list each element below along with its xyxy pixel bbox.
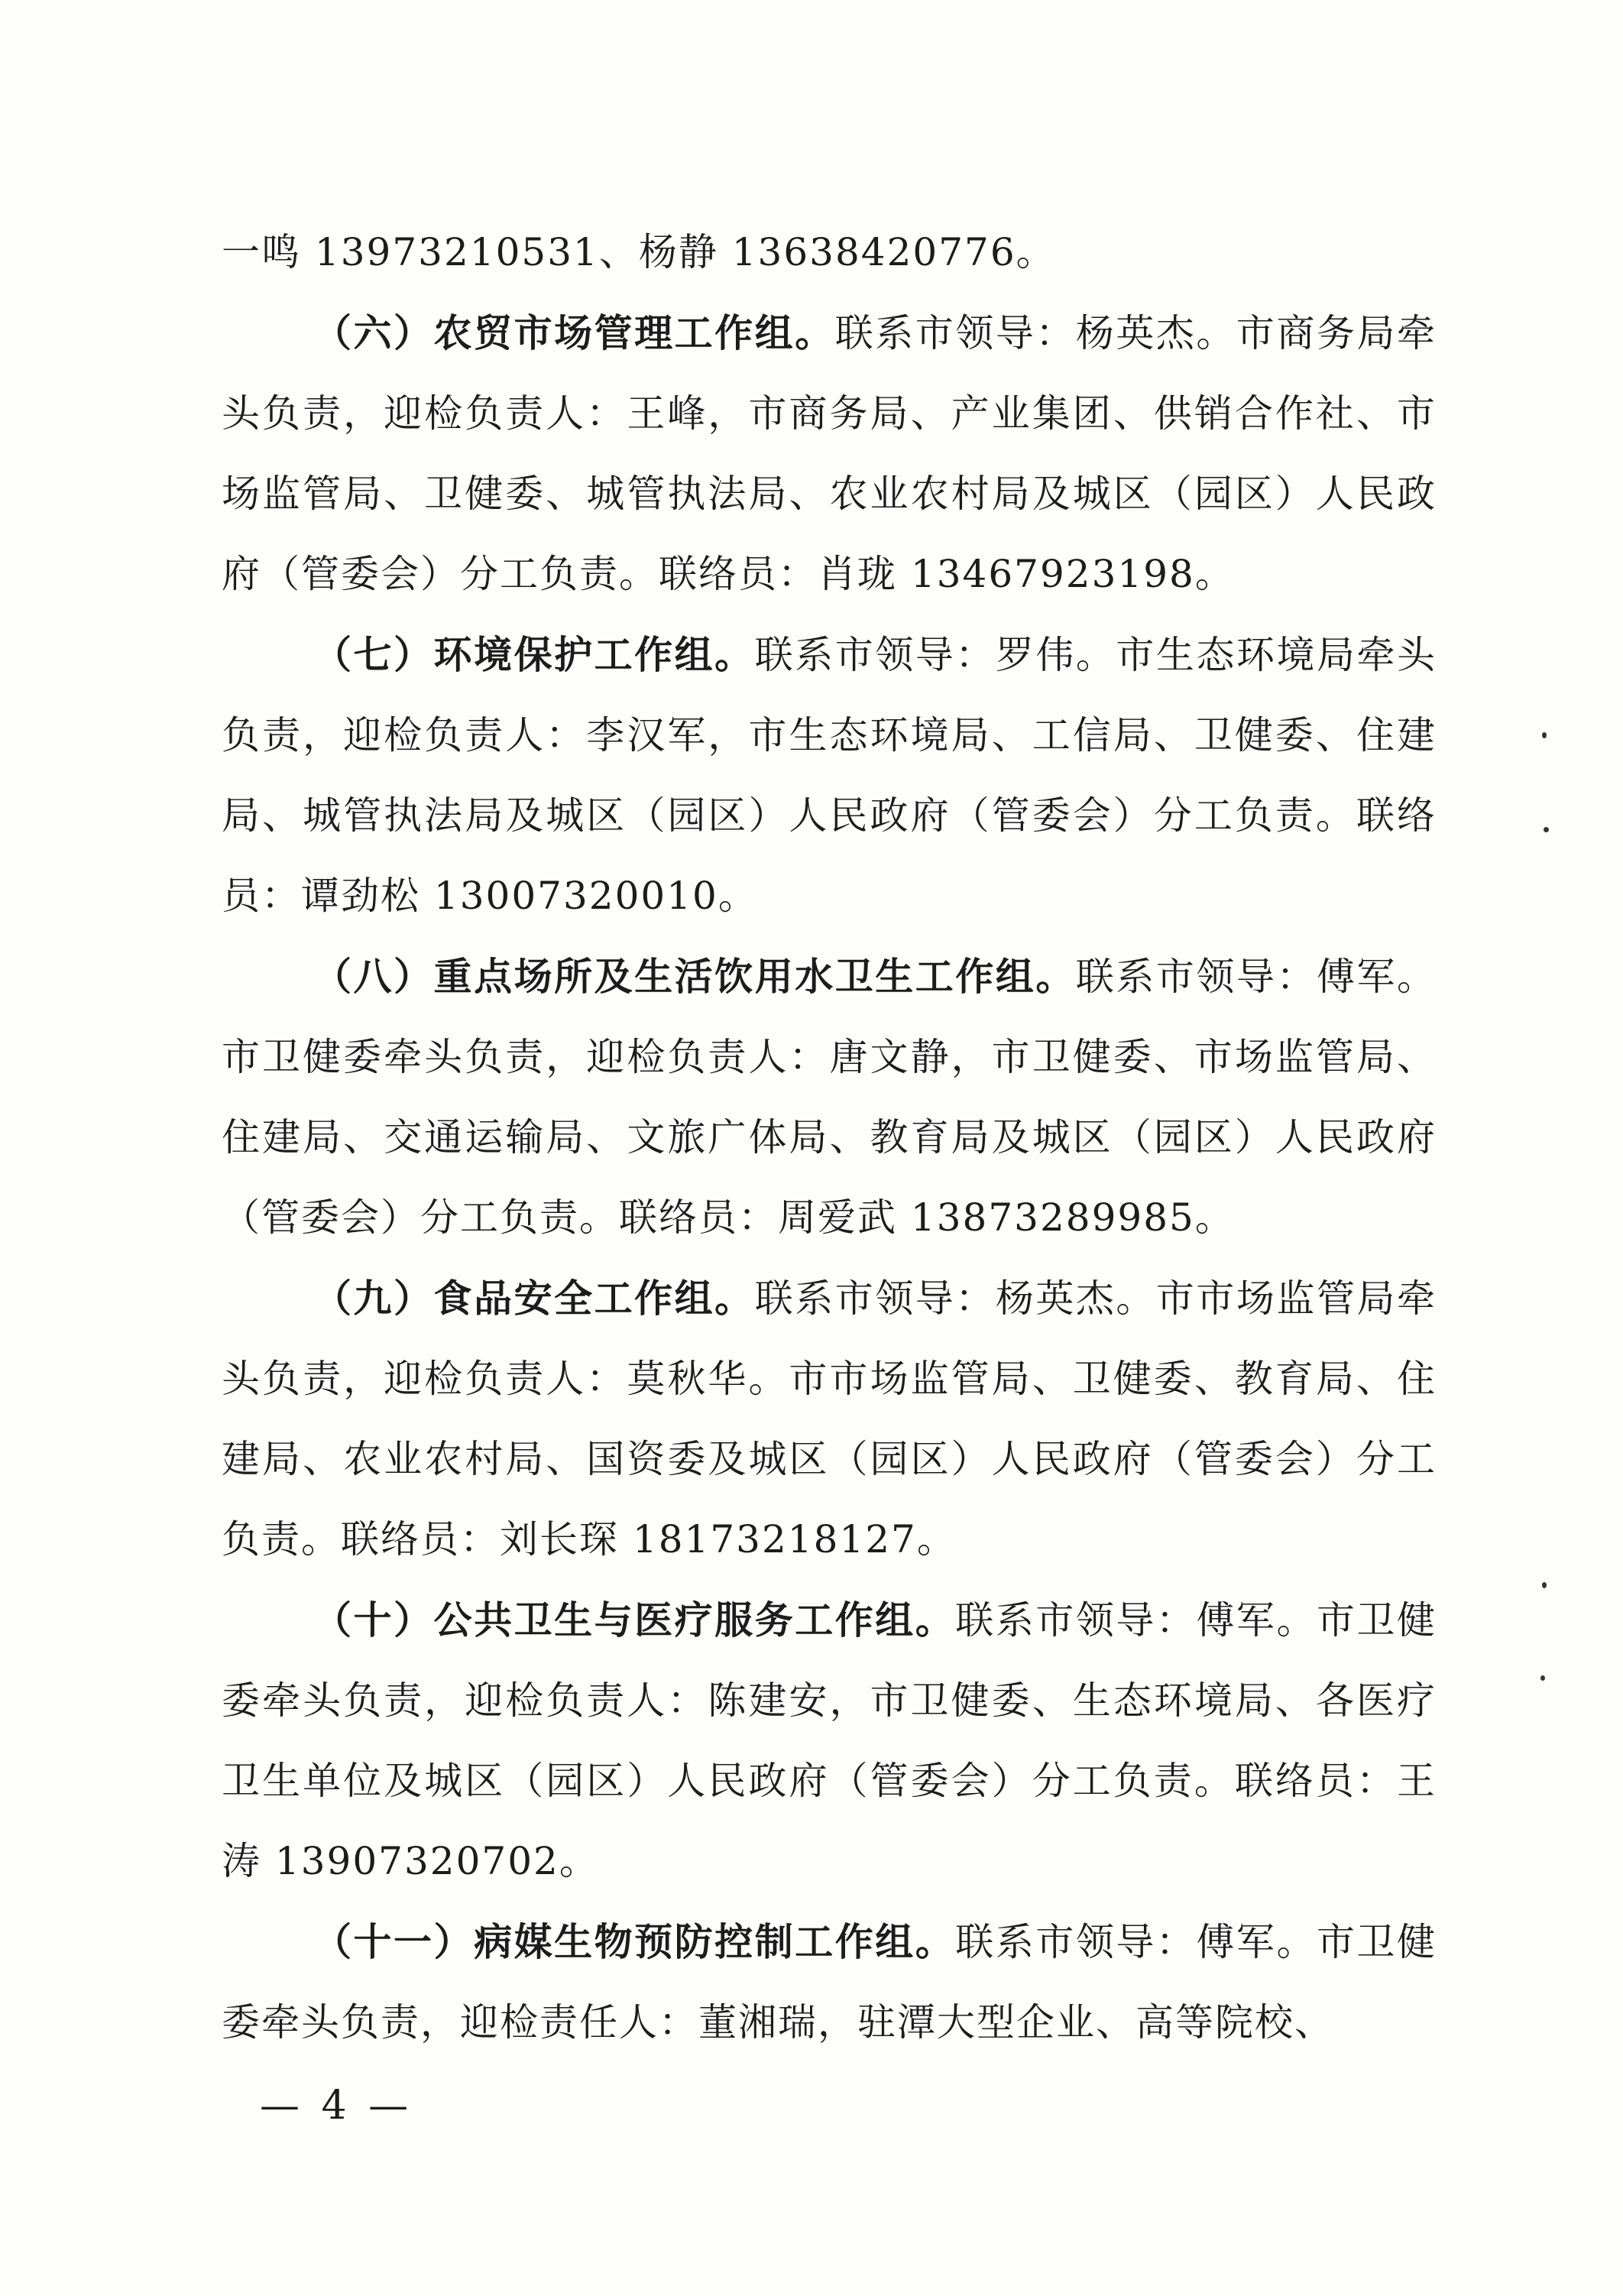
document-body xyxy=(222,212,1437,2063)
paragraph-body: 联系市领导：罗伟。市生态环境局牵头负责，迎检负责人：李汉军，市生态环境局、工信局、卫健委、住建局、城管执法局及城区（园区）人民政府（管委会）分工负责。联络员：谭劲松 13007320010。 xyxy=(222,633,1437,918)
paragraph-group-7 xyxy=(222,615,1437,936)
paragraph-group-11 xyxy=(222,1902,1437,2063)
paragraph-heading: （九）食品安全工作组。 xyxy=(313,1276,755,1321)
paragraph-group-8 xyxy=(222,936,1437,1258)
paragraph-body: 联系市领导：杨英杰。市商务局牵头负责，迎检负责人：王峰，市商务局、产业集团、供销合作社、市场监管局、卫健委、城管执法局、农业农村局及城区（园区）人民政府（管委会）分工负责。联络员：肖珑 13467923198。 xyxy=(222,311,1437,596)
paragraph-heading: （十一）病媒生物预防控制工作组。 xyxy=(313,1919,956,1964)
paragraph-body: 联系市领导：傅军。市卫健委牵头负责，迎检负责人：唐文静，市卫健委、市场监管局、住建局、交通运输局、文旅广体局、教育局及城区（园区）人民政府（管委会）分工负责。联络员：周爱武 13873289985。 xyxy=(222,955,1437,1240)
paragraph-group-9 xyxy=(222,1258,1437,1580)
paragraph-continuation xyxy=(222,212,1437,293)
scan-speck xyxy=(1544,827,1549,832)
scan-speck xyxy=(1542,1582,1547,1588)
page-number: — 4 — xyxy=(260,2083,413,2129)
paragraph-heading: （十）公共卫生与医疗服务工作组。 xyxy=(313,1597,956,1643)
paragraph-body: 联系市领导：傅军。市卫健委牵头负责，迎检责任人：董湘瑞，驻潭大型企业、高等院校、 xyxy=(222,1920,1437,2045)
paragraph-body: 一鸣 13973210531、杨静 13638420776。 xyxy=(222,230,1056,274)
scan-speck xyxy=(1542,732,1547,738)
paragraph-body: 联系市领导：傅军。市卫健委牵头负责，迎检负责人：陈建安，市卫健委、生态环境局、各医疗卫生单位及城区（园区）人民政府（管委会）分工负责。联络员：王涛 13907320702。 xyxy=(222,1598,1437,1883)
paragraph-group-6 xyxy=(222,293,1437,615)
paragraph-group-10 xyxy=(222,1580,1437,1902)
paragraph-heading: （六）农贸市场管理工作组。 xyxy=(313,310,835,355)
scan-speck xyxy=(1540,1675,1545,1681)
paragraph-heading: （七）环境保护工作组。 xyxy=(313,632,755,677)
paragraph-body: 联系市领导：杨英杰。市市场监管局牵头负责，迎检负责人：莫秋华。市市场监管局、卫健委、教育局、住建局、农业农村局、国资委及城区（园区）人民政府（管委会）分工负责。联络员：刘长琛 18173218127。 xyxy=(222,1276,1437,1561)
paragraph-heading: （八）重点场所及生活饮用水卫生工作组。 xyxy=(313,954,1076,999)
